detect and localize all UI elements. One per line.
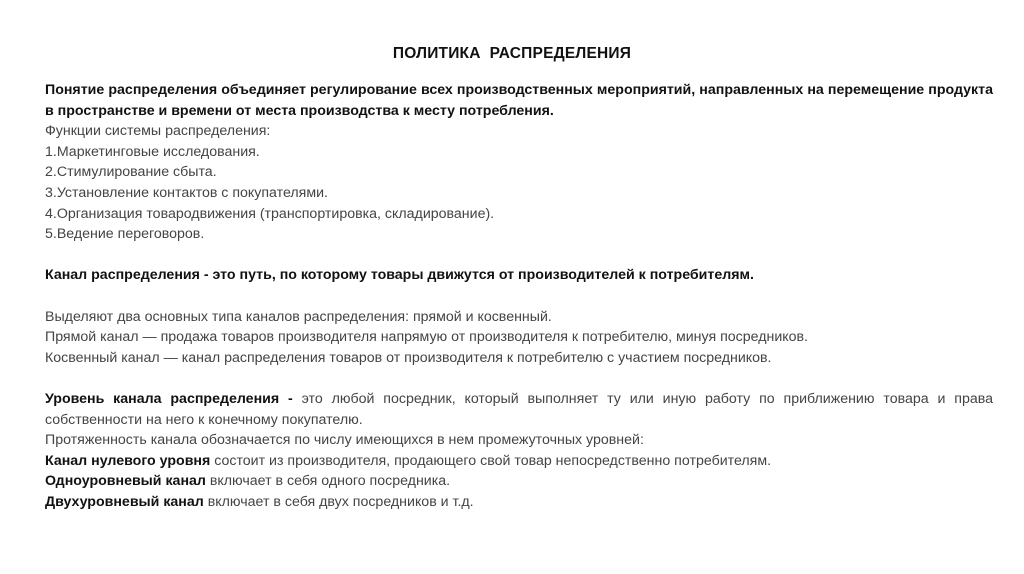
slide-body xyxy=(45,80,993,512)
functions-heading: Функции системы распределения: xyxy=(45,123,271,140)
channel-definition: Канал распределения - это путь, по которому товары движутся от производителей к потребителям. xyxy=(45,267,754,284)
function-item: 5.Ведение переговоров. xyxy=(45,226,205,243)
level-item-text: включает в себя одного посредника. xyxy=(205,473,451,490)
function-item: 4.Организация товародвижения (транспортировка, складирование). xyxy=(45,205,495,222)
length-text: Протяженность канала обозначается по числу имеющихся в нем промежуточных уровней: xyxy=(45,432,644,449)
level-item xyxy=(45,451,993,472)
spacer xyxy=(45,286,993,307)
level-item-text: включает в себя двух посредников и т.д. xyxy=(203,493,474,510)
level-definition xyxy=(45,389,993,430)
intro-paragraph: Понятие распределения объединяет регулирование всех производственных мероприятий, направленных на перемещение продукта в пространстве и времени от места производства к месту потребления. xyxy=(45,82,993,119)
page-title: ПОЛИТИКА РАСПРЕДЕЛЕНИЯ xyxy=(392,45,632,62)
spacer xyxy=(45,245,993,266)
level-item xyxy=(45,492,993,513)
level-item-term: Канал нулевого уровня xyxy=(45,452,211,469)
level-item-text: состоит из производителя, продающего свой товар непосредственно потребителям. xyxy=(210,452,772,469)
level-item xyxy=(45,471,993,492)
level-text: это любой посредник, который выполняет ту или иную работу по приближению товара и права собственности на него к конечному покупателю. xyxy=(45,390,993,428)
spacer xyxy=(45,368,993,389)
channel-type-line: Косвенный канал — канал распределения товаров от производителя к потребителю с участием посредников. xyxy=(45,349,772,366)
level-item-term: Двухуровневый канал xyxy=(45,493,204,510)
function-item: 1.Маркетинговые исследования. xyxy=(45,143,260,160)
level-item-term: Одноуровневый канал xyxy=(45,473,206,490)
level-term: Уровень канала распределения - xyxy=(45,390,293,407)
channel-type-line: Выделяют два основных типа каналов распределения: прямой и косвенный. xyxy=(45,308,552,325)
channel-type-line: Прямой канал — продажа товаров производителя напрямую от производителя к потребителю, минуя посредников. xyxy=(45,329,808,346)
function-item: 3.Установление контактов с покупателями. xyxy=(45,184,328,201)
function-item: 2.Стимулирование сбыта. xyxy=(45,164,217,181)
